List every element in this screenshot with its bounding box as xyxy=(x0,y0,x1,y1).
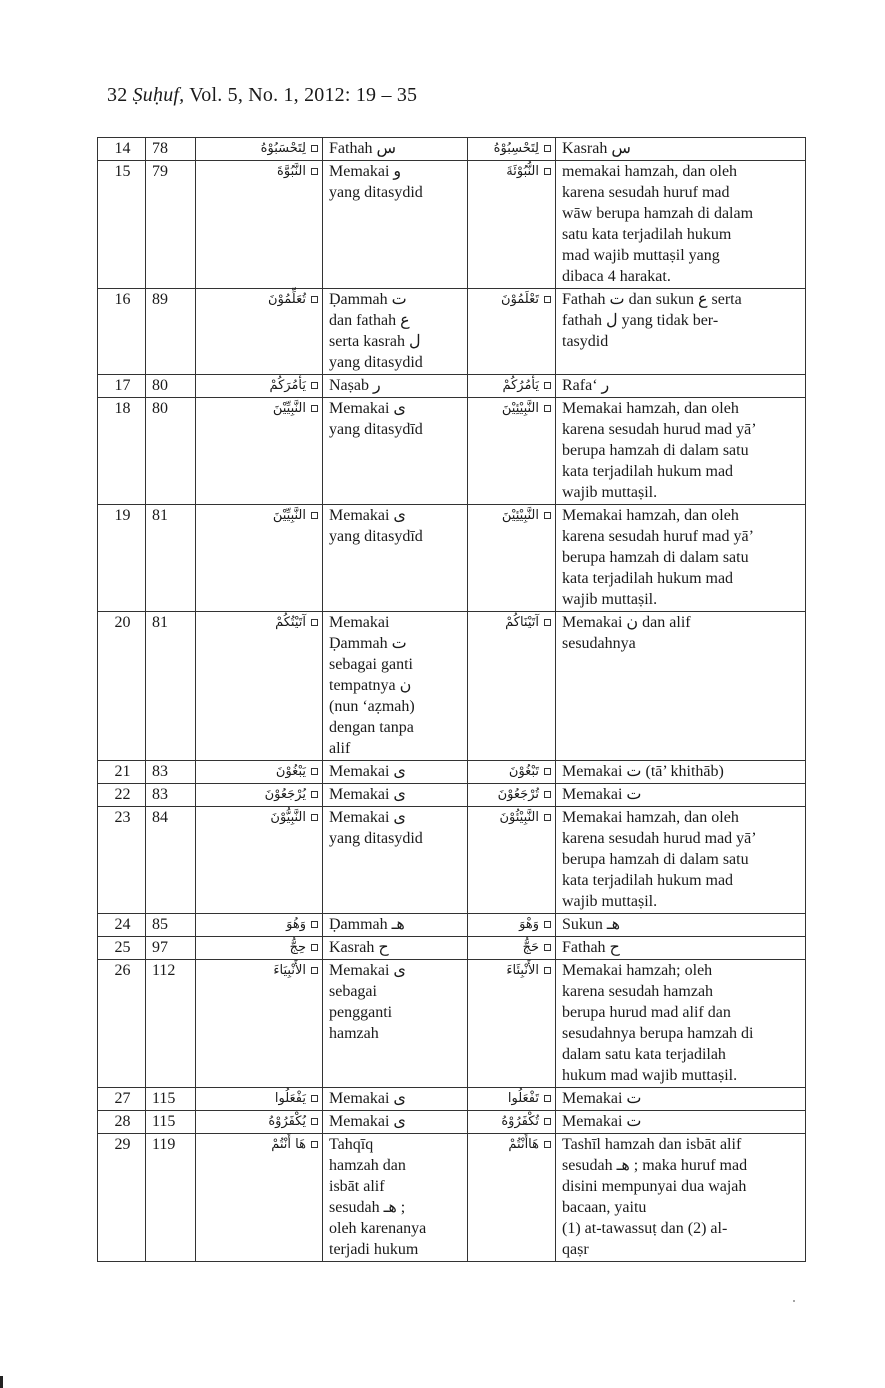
bullet-square-icon xyxy=(311,512,318,519)
bullet-square-icon xyxy=(311,168,318,175)
table-row xyxy=(98,1088,806,1111)
arabic-word: وَهْوَ xyxy=(519,917,539,932)
arabic-variant-cell xyxy=(196,505,323,612)
arabic-word: تُعَلِّمُوْنَ xyxy=(268,292,306,307)
page-number-cell: 81 xyxy=(146,612,196,761)
arabic-standard-cell xyxy=(468,784,556,807)
row-number: 15 xyxy=(98,161,146,289)
row-number: 21 xyxy=(98,761,146,784)
bullet-square-icon xyxy=(544,1118,551,1125)
page-number-cell: 83 xyxy=(146,784,196,807)
arabic-word: هَا أَنْتُمْ xyxy=(271,1137,306,1152)
arabic-variant-cell xyxy=(196,1111,323,1134)
table-body xyxy=(98,138,806,1262)
page-number-cell: 85 xyxy=(146,914,196,937)
bullet-square-icon xyxy=(544,944,551,951)
table-row xyxy=(98,761,806,784)
arabic-word: لِتَحْسِبُوْهُ xyxy=(493,141,539,156)
arabic-standard-cell xyxy=(468,960,556,1088)
explanation-cell: Rafa‘ ر xyxy=(556,375,806,398)
arabic-variant-cell xyxy=(196,1134,323,1262)
arabic-variant-cell xyxy=(196,1088,323,1111)
arabic-word: الأَنْبِئَاءَ xyxy=(506,963,539,978)
arabic-variant-cell xyxy=(196,761,323,784)
bullet-square-icon xyxy=(311,619,318,626)
table-row xyxy=(98,960,806,1088)
description-cell: Memakai ى xyxy=(323,784,468,807)
arabic-variant-cell xyxy=(196,398,323,505)
table-row xyxy=(98,784,806,807)
page-number-cell: 78 xyxy=(146,138,196,161)
bullet-square-icon xyxy=(311,296,318,303)
table-row xyxy=(98,1134,806,1262)
row-number: 17 xyxy=(98,375,146,398)
row-number: 18 xyxy=(98,398,146,505)
row-number: 24 xyxy=(98,914,146,937)
journal-name: Ṣuḥuf, xyxy=(132,84,185,106)
arabic-variant-cell xyxy=(196,914,323,937)
table-row xyxy=(98,807,806,914)
bullet-square-icon xyxy=(544,768,551,775)
arabic-word: حَجُّ xyxy=(522,940,539,955)
arabic-variant-cell xyxy=(196,784,323,807)
table-row xyxy=(98,375,806,398)
description-cell: Memakai ى yang ditasydīd xyxy=(323,505,468,612)
arabic-word: آتَيْنَاكُمْ xyxy=(505,615,539,630)
bullet-square-icon xyxy=(544,814,551,821)
arabic-word: يُرْجَعُوْنَ xyxy=(264,787,306,802)
bullet-square-icon xyxy=(544,619,551,626)
arabic-word: لِتَحْسَبُوْهُ xyxy=(260,141,306,156)
bullet-square-icon xyxy=(544,296,551,303)
description-cell: Fathah س xyxy=(323,138,468,161)
table-row xyxy=(98,398,806,505)
arabic-standard-cell xyxy=(468,289,556,375)
arabic-word: النَّبِيِّيْنَ xyxy=(272,401,306,416)
table-row xyxy=(98,505,806,612)
arabic-standard-cell xyxy=(468,398,556,505)
row-number: 19 xyxy=(98,505,146,612)
row-number: 20 xyxy=(98,612,146,761)
description-cell: Memakai ى xyxy=(323,1088,468,1111)
bullet-square-icon xyxy=(544,921,551,928)
row-number: 23 xyxy=(98,807,146,914)
arabic-variant-cell xyxy=(196,138,323,161)
arabic-word: النَّبِيِّيْنَ xyxy=(272,508,306,523)
bullet-square-icon xyxy=(311,967,318,974)
arabic-variant-cell xyxy=(196,960,323,1088)
description-cell: Memakai ى sebagai pengganti hamzah xyxy=(323,960,468,1088)
arabic-word: النَّبِيْئِيْنَ xyxy=(501,401,539,416)
explanation-cell: Memakai ت xyxy=(556,1088,806,1111)
description-cell: Memakai ى xyxy=(323,761,468,784)
arabic-word: النَّبُوَّةَ xyxy=(277,164,306,179)
explanation-cell: Tashīl hamzah dan isbāt alif sesudah هـ ; maka huruf mad disini mempunyai dua wajah bacaan, yaitu (1) at-tawassuṭ dan (2) al- qaṣr xyxy=(556,1134,806,1262)
bullet-square-icon xyxy=(311,1141,318,1148)
page-number-cell: 80 xyxy=(146,375,196,398)
page-number-cell: 115 xyxy=(146,1088,196,1111)
bullet-square-icon xyxy=(544,168,551,175)
arabic-word: يَأمُرَكُمْ xyxy=(269,378,306,393)
scan-edge-mark xyxy=(0,1376,3,1388)
arabic-standard-cell xyxy=(468,1111,556,1134)
bullet-square-icon xyxy=(311,145,318,152)
explanation-cell: Sukun هـ xyxy=(556,914,806,937)
row-number: 27 xyxy=(98,1088,146,1111)
row-number: 29 xyxy=(98,1134,146,1262)
row-number: 26 xyxy=(98,960,146,1088)
explanation-cell: Fathah ت dan sukun ع serta fathah ل yang tidak ber- tasydid xyxy=(556,289,806,375)
arabic-word: تُكْفَرُوْهُ xyxy=(501,1114,539,1129)
bullet-square-icon xyxy=(311,1095,318,1102)
table-row xyxy=(98,289,806,375)
arabic-word: يَفْعَلُوا xyxy=(274,1091,306,1106)
table-row xyxy=(98,161,806,289)
explanation-cell: Memakai hamzah, dan oleh karena sesudah hurud mad yā’ berupa hamzah di dalam satu kata terjadilah hukum mad wajib muttaṣil. xyxy=(556,398,806,505)
arabic-variant-cell xyxy=(196,807,323,914)
page-number-cell: 89 xyxy=(146,289,196,375)
arabic-variant-cell xyxy=(196,612,323,761)
explanation-cell: Memakai ت (tā’ khithāb) xyxy=(556,761,806,784)
arabic-standard-cell xyxy=(468,161,556,289)
explanation-cell: Fathah ح xyxy=(556,937,806,960)
page-number-cell: 84 xyxy=(146,807,196,914)
arabic-word: حِجُّ xyxy=(289,940,306,955)
arabic-standard-cell xyxy=(468,807,556,914)
description-cell: Naṣab ر xyxy=(323,375,468,398)
arabic-word: يَأمُرُكُمْ xyxy=(502,378,539,393)
arabic-word: يُكْفَرُوْهُ xyxy=(268,1114,306,1129)
explanation-cell: Memakai hamzah, dan oleh karena sesudah hurud mad yā’ berupa hamzah di dalam satu kata terjadilah hukum mad wajib muttaṣil. xyxy=(556,807,806,914)
arabic-standard-cell xyxy=(468,1088,556,1111)
description-cell: Ḍammah ت dan fathah ع serta kasrah ل yang ditasydid xyxy=(323,289,468,375)
bullet-square-icon xyxy=(544,145,551,152)
journal-details: Vol. 5, No. 1, 2012: 19 – 35 xyxy=(189,84,418,106)
arabic-word: الأَنْبِيَاءَ xyxy=(273,963,306,978)
bullet-square-icon xyxy=(311,382,318,389)
description-cell: Memakai ى yang ditasydīd xyxy=(323,398,468,505)
comparison-table xyxy=(97,137,806,1262)
bullet-square-icon xyxy=(311,405,318,412)
arabic-standard-cell xyxy=(468,761,556,784)
arabic-word: تَفْعَلُوا xyxy=(507,1091,539,1106)
explanation-cell: Memakai ن dan alif sesudahnya xyxy=(556,612,806,761)
arabic-standard-cell xyxy=(468,1134,556,1262)
explanation-cell: Memakai ت xyxy=(556,1111,806,1134)
row-number: 22 xyxy=(98,784,146,807)
description-cell: Kasrah ح xyxy=(323,937,468,960)
arabic-standard-cell xyxy=(468,505,556,612)
description-cell: Memakai و yang ditasydid xyxy=(323,161,468,289)
arabic-word: النَّبِيْئُوْنَ xyxy=(499,810,539,825)
explanation-cell: Memakai hamzah; oleh karena sesudah hamzah berupa hurud mad alif dan sesudahnya berupa hamzah di dalam satu kata terjadilah hukum mad wajib muttaṣil. xyxy=(556,960,806,1088)
explanation-cell: memakai hamzah, dan oleh karena sesudah huruf mad wāw berupa hamzah di dalam satu kata terjadilah hukum mad wajib muttaṣil yang dibaca 4 harakat. xyxy=(556,161,806,289)
table-row xyxy=(98,612,806,761)
bullet-square-icon xyxy=(311,921,318,928)
bullet-square-icon xyxy=(311,791,318,798)
page-number-cell: 83 xyxy=(146,761,196,784)
page-number: 32 xyxy=(107,84,128,106)
bullet-square-icon xyxy=(311,944,318,951)
bullet-square-icon xyxy=(544,405,551,412)
arabic-variant-cell xyxy=(196,375,323,398)
bullet-square-icon xyxy=(544,382,551,389)
arabic-variant-cell xyxy=(196,161,323,289)
bullet-square-icon xyxy=(544,1095,551,1102)
bullet-square-icon xyxy=(544,791,551,798)
bullet-square-icon xyxy=(544,512,551,519)
page-number-cell: 112 xyxy=(146,960,196,1088)
bullet-square-icon xyxy=(544,1141,551,1148)
description-cell: Memakai ى yang ditasydid xyxy=(323,807,468,914)
arabic-word: آتَيْتُكُمْ xyxy=(275,615,306,630)
scan-speck xyxy=(793,1300,795,1302)
arabic-word: النُّبُوْئَةَ xyxy=(506,164,539,179)
description-cell: Memakai ى xyxy=(323,1111,468,1134)
arabic-word: وَهُوَ xyxy=(286,917,306,932)
description-cell: Ḍammah هـ xyxy=(323,914,468,937)
arabic-word: يَبْغُوْنَ xyxy=(275,764,306,779)
row-number: 28 xyxy=(98,1111,146,1134)
arabic-word: تَعْلَمُوْنَ xyxy=(501,292,539,307)
explanation-cell: Memakai ت xyxy=(556,784,806,807)
arabic-word: تَبْغُوْنَ xyxy=(508,764,539,779)
table-row xyxy=(98,138,806,161)
page-number-cell: 97 xyxy=(146,937,196,960)
arabic-word: تُرْجَعُوْنَ xyxy=(497,787,539,802)
arabic-standard-cell xyxy=(468,375,556,398)
bullet-square-icon xyxy=(311,1118,318,1125)
row-number: 16 xyxy=(98,289,146,375)
page-number-cell: 115 xyxy=(146,1111,196,1134)
bullet-square-icon xyxy=(311,814,318,821)
arabic-standard-cell xyxy=(468,914,556,937)
arabic-word: هَاأَنْتُمْ xyxy=(508,1137,539,1152)
table-row xyxy=(98,937,806,960)
table-row xyxy=(98,1111,806,1134)
page-number-cell: 81 xyxy=(146,505,196,612)
explanation-cell: Kasrah س xyxy=(556,138,806,161)
arabic-word: النَّبِيْئِيْنَ xyxy=(501,508,539,523)
arabic-standard-cell xyxy=(468,138,556,161)
arabic-standard-cell xyxy=(468,612,556,761)
row-number: 14 xyxy=(98,138,146,161)
description-cell: Memakai Ḍammah ت sebagai ganti tempatnya ن (nun ‘aẓmah) dengan tanpa alif xyxy=(323,612,468,761)
bullet-square-icon xyxy=(544,967,551,974)
page-number-cell: 80 xyxy=(146,398,196,505)
arabic-standard-cell xyxy=(468,937,556,960)
arabic-variant-cell xyxy=(196,937,323,960)
arabic-variant-cell xyxy=(196,289,323,375)
description-cell: Tahqīq hamzah dan isbāt alif sesudah هـ ; oleh karenanya terjadi hukum xyxy=(323,1134,468,1262)
table-row xyxy=(98,914,806,937)
bullet-square-icon xyxy=(311,768,318,775)
arabic-word: النَّبِيُّوْنَ xyxy=(270,810,306,825)
page-number-cell: 119 xyxy=(146,1134,196,1262)
page-number-cell: 79 xyxy=(146,161,196,289)
page-header xyxy=(107,84,417,107)
explanation-cell: Memakai hamzah, dan oleh karena sesudah huruf mad yā’ berupa hamzah di dalam satu kata terjadilah hukum mad wajib muttaṣil. xyxy=(556,505,806,612)
row-number: 25 xyxy=(98,937,146,960)
